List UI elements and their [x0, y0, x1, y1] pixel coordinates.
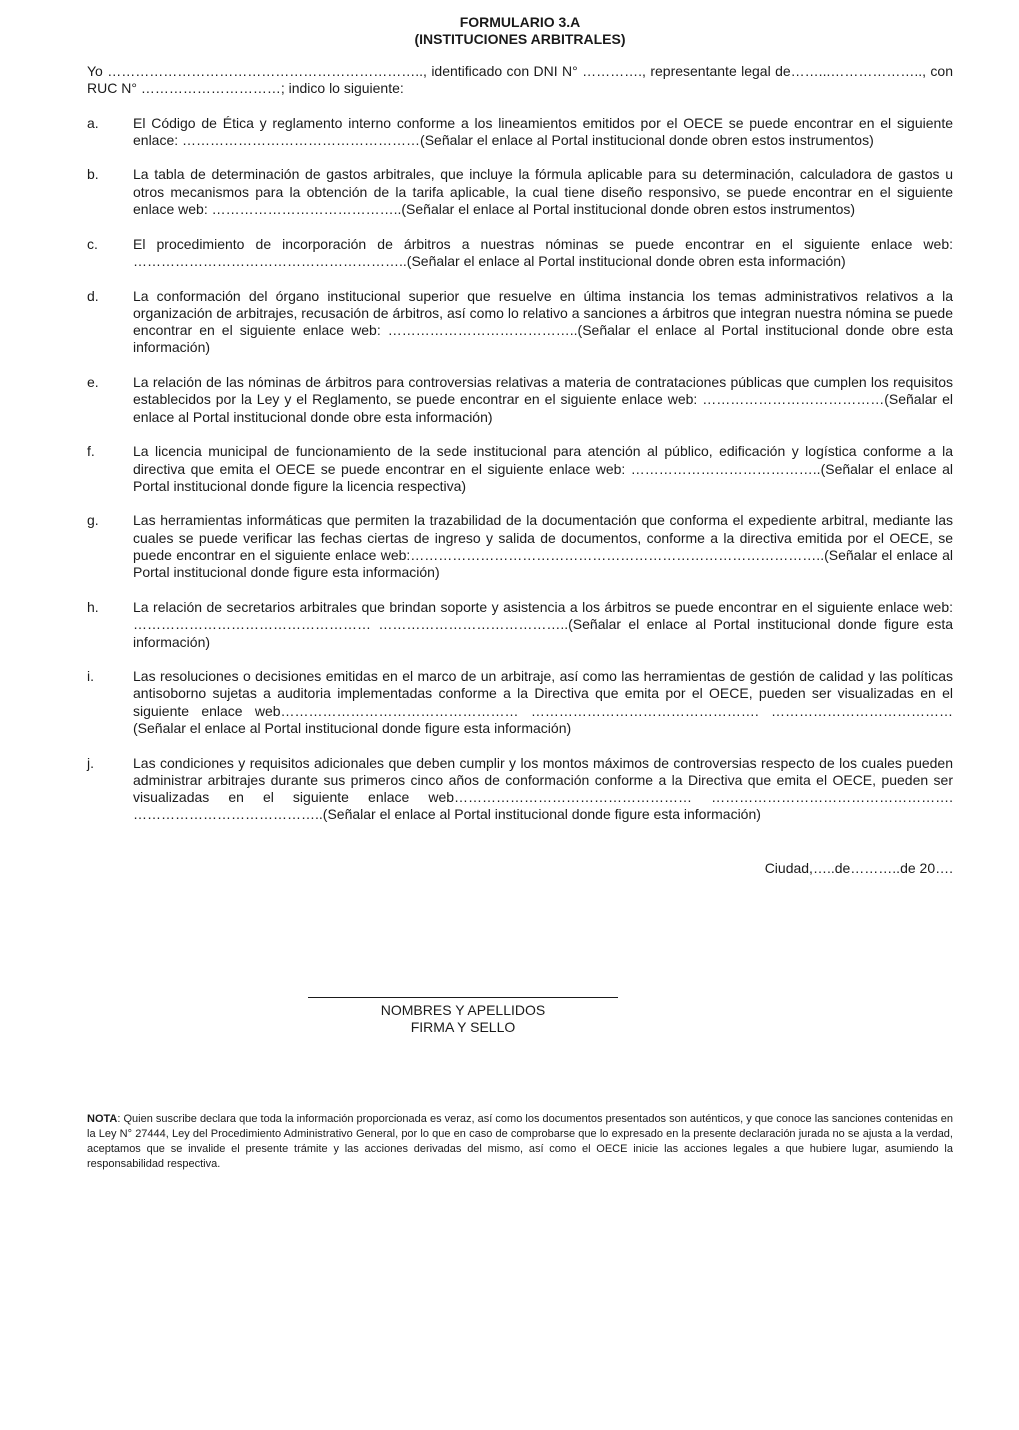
place-date: Ciudad,…..de………..de 20…. [764, 859, 953, 876]
intro-paragraph: Yo ………………………………………………………….., identificado con DNI N° …………., representante legal de……...……………….., con RUC N° …………………………; indico lo siguiente: [87, 63, 953, 97]
item-text: La tabla de determinación de gastos arbitrales, que incluye la fórmula aplicable para su determinación, calculadora de gastos u otros mecanismos para la obtención de la tarifa aplicable, la cual tiene diseño responsivo, se puede encontrar en el siguiente enlace web: …………………………………..(Señalar el enlace al Portal institucional donde obren estos instrumentos) [133, 166, 953, 218]
item-text: Las condiciones y requisitos adicionales que deben cumplir y los montos máximos de controversias respecto de los cuales pueden administrar arbitrajes durante sus primeros cinco años de conformación conforme a la Directiva que emita el OECE, pueden ser visualizadas en el siguiente enlace web…………………………………………… ……………………………………………. …………………………………..(Señalar el enlace al Portal institucional donde figure esta información) [133, 754, 953, 823]
item-letter: j. [87, 754, 94, 771]
list-item-i [87, 668, 953, 737]
item-text: Las herramientas informáticas que permiten la trazabilidad de la documentación que conforma el expediente arbitral, mediante las cuales se puede verificar las fechas ciertas de ingreso y salida de documentos, conforme a la directiva emitida por el OECE, se puede encontrar en el siguiente enlace web:……………………………………………………………………………..(Señalar el enlace al Portal institucional donde figure esta información) [133, 512, 953, 581]
list-item-a [87, 115, 953, 150]
list-item-h [87, 599, 953, 651]
signature-sign-label: FIRMA Y SELLO [410, 1019, 516, 1035]
item-letter: a. [87, 114, 99, 131]
list-item-c [87, 236, 953, 271]
signature-block [308, 997, 618, 1036]
nota-label: NOTA [87, 1113, 118, 1125]
item-text: El Código de Ética y reglamento interno conforme a los lineamientos emitidos por el OECE se puede encontrar en el siguiente enlace: ……………………………………………(Señalar el enlace al Portal institucional donde obren estos instrumentos) [133, 114, 953, 148]
signature-name-label: NOMBRES Y APELLIDOS [380, 1002, 546, 1018]
signature-line [308, 997, 618, 998]
list-item-g [87, 512, 953, 581]
item-letter: i. [87, 668, 94, 685]
item-letter: d. [87, 287, 99, 304]
item-text: La relación de las nóminas de árbitros para controversias relativas a materia de contrataciones públicas que cumplen los requisitos establecidos por la Ley y el Reglamento, se puede encontrar en el siguiente enlace web: …………………………………(Señalar el enlace al Portal institucional donde obre esta información) [133, 374, 953, 425]
items-list [87, 115, 953, 824]
item-letter: f. [87, 443, 95, 460]
item-letter: b. [87, 166, 99, 183]
nota-text: : Quien suscribe declara que toda la información proporcionada es veraz, así como los documentos presentados son auténticos, y que conoce las sanciones contenidas en la Ley N° 27444, Ley del Procedimiento Administrativo General, por lo que en caso de comprobarse que lo expresado en la presente declaración jurada no se ajusta a la verdad, aceptamos que se invalide el presente trámite y las acciones derivadas del mismo, así como el OECE inicie las acciones legales a que hubiere lugar, asumiendo la responsabilidad respectiva. [87, 1113, 953, 1170]
item-letter: c. [87, 235, 98, 252]
item-text: La relación de secretarios arbitrales que brindan soporte y asistencia a los árbitros se puede encontrar en el siguiente enlace web: …………………………………………… …………………………………..(Señalar el enlace al Portal institucional donde figure esta información) [133, 598, 953, 650]
list-item-b [87, 166, 953, 218]
item-letter: h. [87, 598, 99, 615]
list-item-f [87, 443, 953, 495]
title-line-2: (INSTITUCIONES ARBITRALES) [414, 31, 626, 47]
item-text: El procedimiento de incorporación de árbitros a nuestras nóminas se puede encontrar en el siguiente enlace web: …………………………………………………..(Señalar el enlace al Portal institucional donde obren esta información) [133, 235, 953, 269]
item-text: La conformación del órgano institucional superior que resuelve en última instancia los temas administrativos relativos a la organización de arbitrajes, recusación de árbitros, así como lo relativo a sanciones a árbitros que integran nuestra nómina se puede encontrar en el siguiente enlace web: …………………………………..(Señalar el enlace al Portal institucional donde obre esta información) [133, 287, 953, 356]
list-item-d [87, 288, 953, 357]
list-item-e [87, 374, 953, 426]
item-letter: g. [87, 512, 99, 529]
item-text: La licencia municipal de funcionamiento de la sede institucional para atención al público, edificación y logística conforme a la directiva que emita el OECE se puede encontrar en el siguiente enlace web: …………………………………..(Señalar el enlace al Portal institucional donde figure la licencia respectiva) [133, 443, 953, 494]
title-line-1: FORMULARIO 3.A [459, 14, 581, 30]
nota-paragraph [87, 1112, 953, 1172]
list-item-j [87, 755, 953, 824]
form-page [87, 14, 953, 877]
item-letter: e. [87, 374, 99, 391]
form-title [87, 14, 953, 48]
item-text: Las resoluciones o decisiones emitidas en el marco de un arbitraje, así como las herramientas de gestión de calidad y las políticas antisoborno sujetas a auditoria implementadas conforme a la Directiva que emita por el OECE, pueden ser visualizadas en el siguiente enlace web…………………………………………… …………………………………………. …………………………………(Señalar el enlace al Portal institucional donde figure esta información) [133, 668, 953, 736]
